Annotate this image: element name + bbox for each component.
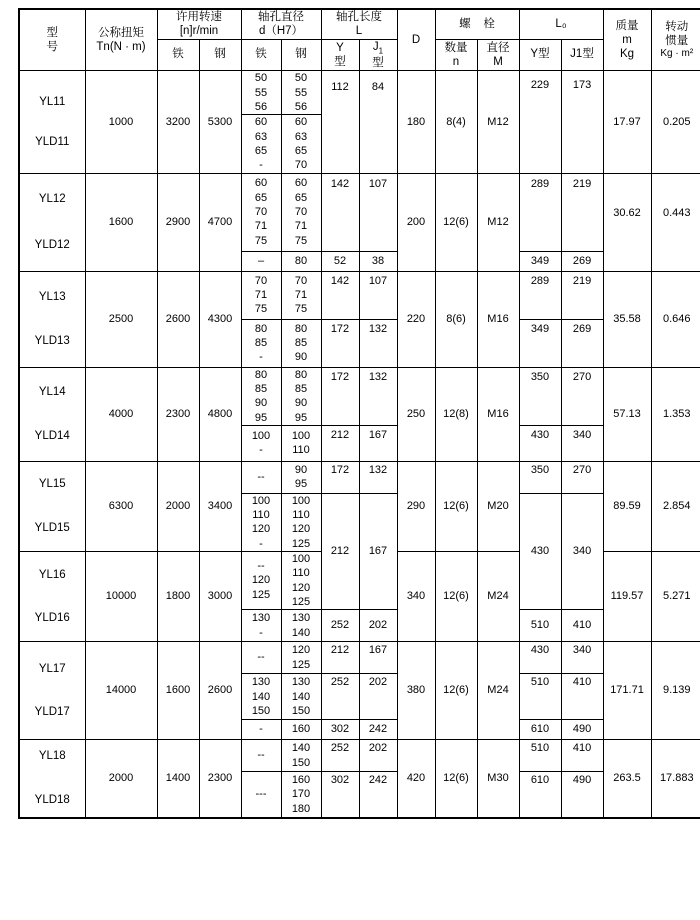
cell-bore-iron: 130 140 150 [241,674,281,720]
cell-l0-y: 350 [519,461,561,493]
cell-l0-j1: 173 [561,71,603,173]
cell-len-y: 142 [321,271,359,319]
table-row [19,271,700,319]
cell-bore-steel: 130 140 [281,610,321,642]
cell-l0-j1: 340 [561,425,603,461]
cell-speed-steel: 2600 [199,642,241,740]
cell-len-j1-shared: 167 [359,493,397,609]
cell-speed-iron: 1400 [157,740,199,818]
cell-bore-steel: 90 95 [281,461,321,493]
cell-bore-steel: 50 55 56 [281,71,321,115]
table-row [19,740,700,772]
header-bolt-count: 数量 n [435,39,477,71]
cell-l0-j1: 410 [561,610,603,642]
header-bolt-dia: 直径 M [477,39,519,71]
cell-bore-iron: 50 55 56 [241,71,281,115]
cell-bolt-m: M24 [477,642,519,740]
header-len-y: Y 型 [321,39,359,71]
cell-len-j1: 132 [359,319,397,367]
cell-bore-iron: -- [241,740,281,772]
cell-d: 340 [397,551,435,641]
cell-l0-y: 510 [519,610,561,642]
cell-mass: 35.58 [603,271,651,367]
cell-bore-steel: 160 170 180 [281,772,321,818]
header-bolt: 螺 栓 [435,9,519,39]
cell-l0-j1: 490 [561,720,603,740]
cell-bolt-m: M24 [477,551,519,641]
cell-speed-steel: 3000 [199,551,241,641]
cell-bore-iron: 100 - [241,425,281,461]
header-bore-length: 轴孔长度 L [321,9,397,39]
cell-l0-y: 610 [519,720,561,740]
cell-l0-j1: 340 [561,642,603,674]
cell-torque: 10000 [85,551,157,641]
cell-d: 250 [397,367,435,461]
cell-inertia: 17.883 [651,740,700,818]
cell-len-y: 212 [321,425,359,461]
cell-len-y: 252 [321,674,359,720]
cell-inertia: 0.205 [651,71,700,173]
cell-model: YL18 YLD18 [19,740,85,818]
cell-l0-j1: 270 [561,461,603,493]
cell-torque: 6300 [85,461,157,551]
cell-bore-iron: 70 71 75 [241,271,281,319]
header-len-j1: $J_1$ 型 [359,39,397,71]
cell-bore-iron: - [241,720,281,740]
cell-bore-steel: 60 65 70 71 75 [281,173,321,251]
cell-mass: 89.59 [603,461,651,551]
cell-len-y: 172 [321,319,359,367]
cell-model: YL16 YLD16 [19,551,85,641]
cell-speed-iron: 2000 [157,461,199,551]
cell-mass: 30.62 [603,173,651,271]
cell-mass: 119.57 [603,551,651,641]
cell-bolt-n: 12(6) [435,173,477,271]
cell-len-y: 212 [321,642,359,674]
cell-len-y: 112 [321,71,359,173]
cell-d: 290 [397,461,435,551]
cell-speed-iron: 3200 [157,71,199,173]
cell-bore-steel: 100 110 120 125 [281,493,321,551]
cell-l0-y: 510 [519,674,561,720]
cell-bore-iron: – [241,251,281,271]
cell-bore-steel: 80 85 90 95 [281,367,321,425]
cell-model: YL17 YLD17 [19,642,85,740]
table-row [19,71,700,115]
cell-speed-steel: 5300 [199,71,241,173]
cell-bore-iron: 80 85 90 95 [241,367,281,425]
cell-bore-iron: -- [241,642,281,674]
header-bore-steel: 钢 [281,39,321,71]
cell-bore-iron: -- 120 125 [241,551,281,609]
coupling-spec-table [18,8,700,819]
cell-bolt-n: 8(4) [435,71,477,173]
cell-l0-j1: 270 [561,367,603,425]
cell-bore-iron: 60 63 65 - [241,115,281,173]
cell-l0-j1: 269 [561,251,603,271]
cell-len-j1: 202 [359,610,397,642]
cell-torque: 1000 [85,71,157,173]
header-l0-j1: J1型 [561,39,603,71]
cell-bore-steel: 160 [281,720,321,740]
cell-len-y: 172 [321,461,359,493]
cell-speed-steel: 4800 [199,367,241,461]
cell-mass: 17.97 [603,71,651,173]
cell-len-j1: 242 [359,720,397,740]
header-bore-iron: 铁 [241,39,281,71]
cell-len-j1: 84 [359,71,397,173]
cell-len-j1: 202 [359,674,397,720]
table-row [19,173,700,251]
cell-speed-iron: 2900 [157,173,199,271]
cell-bore-steel: 120 125 [281,642,321,674]
cell-mass: 171.71 [603,642,651,740]
cell-len-y: 252 [321,610,359,642]
header-speed: 许用转速 [n]r/min [157,9,241,39]
cell-len-y: 142 [321,173,359,251]
header-speed-steel: 钢 [199,39,241,71]
cell-len-j1: 107 [359,271,397,319]
cell-len-j1: 132 [359,461,397,493]
cell-bore-steel: 80 85 90 [281,319,321,367]
cell-l0-j1: 219 [561,173,603,251]
cell-speed-iron: 2600 [157,271,199,367]
cell-inertia: 0.443 [651,173,700,271]
cell-speed-steel: 4700 [199,173,241,271]
table-row [19,461,700,493]
cell-bolt-m: M16 [477,367,519,461]
cell-len-y: 252 [321,740,359,772]
cell-mass: 57.13 [603,367,651,461]
cell-bolt-m: M16 [477,271,519,367]
cell-torque: 2500 [85,271,157,367]
cell-speed-iron: 1600 [157,642,199,740]
cell-bolt-n: 12(8) [435,367,477,461]
header-bore-dia: 轴孔直径 d（H7） [241,9,321,39]
cell-speed-steel: 4300 [199,271,241,367]
cell-bore-steel: 100 110 120 125 [281,551,321,609]
cell-inertia: 5.271 [651,551,700,641]
cell-l0-j1: 490 [561,772,603,818]
cell-bolt-m: M12 [477,71,519,173]
cell-bore-steel: 130 140 150 [281,674,321,720]
cell-len-j1: 38 [359,251,397,271]
cell-model: YL11 YLD11 [19,71,85,173]
cell-model: YL12 YLD12 [19,173,85,271]
cell-len-y: 302 [321,772,359,818]
cell-bore-iron: -- [241,461,281,493]
spec-sheet [0,8,700,920]
cell-l0-y: 430 [519,425,561,461]
cell-model: YL15 YLD15 [19,461,85,551]
cell-bore-iron: 80 85 - [241,319,281,367]
cell-bore-steel: 70 71 75 [281,271,321,319]
cell-l0-j1: 410 [561,740,603,772]
cell-bolt-n: 8(6) [435,271,477,367]
cell-len-j1: 107 [359,173,397,251]
cell-len-j1: 132 [359,367,397,425]
cell-bore-steel: 80 [281,251,321,271]
cell-len-y: 52 [321,251,359,271]
cell-l0-y: 430 [519,642,561,674]
cell-speed-iron: 2300 [157,367,199,461]
cell-inertia: 0.646 [651,271,700,367]
cell-bolt-n: 12(6) [435,740,477,818]
cell-speed-steel: 3400 [199,461,241,551]
cell-bolt-n: 12(6) [435,461,477,551]
cell-bore-steel: 100 110 [281,425,321,461]
header-model: 型 号 [19,9,85,71]
cell-bore-iron: 60 65 70 71 75 [241,173,281,251]
cell-len-y: 302 [321,720,359,740]
cell-len-y-shared: 212 [321,493,359,609]
cell-len-y: 172 [321,367,359,425]
cell-torque: 14000 [85,642,157,740]
table-row [19,367,700,425]
cell-l0-y: 229 [519,71,561,173]
cell-l0-y: 289 [519,173,561,251]
header-mass: 质量 m Kg [603,9,651,71]
cell-d: 220 [397,271,435,367]
header-speed-iron: 铁 [157,39,199,71]
cell-l0-y: 350 [519,367,561,425]
cell-inertia: 1.353 [651,367,700,461]
cell-bolt-n: 12(6) [435,551,477,641]
cell-len-j1: 202 [359,740,397,772]
cell-model: YL14 YLD14 [19,367,85,461]
header-torque: 公称扭矩 Tn(N · m) [85,9,157,71]
cell-torque: 2000 [85,740,157,818]
cell-torque: 4000 [85,367,157,461]
cell-inertia: 2.854 [651,461,700,551]
cell-len-j1: 167 [359,642,397,674]
cell-bore-iron: 130 - [241,610,281,642]
cell-model: YL13 YLD13 [19,271,85,367]
cell-l0-y: 289 [519,271,561,319]
cell-len-j1: 242 [359,772,397,818]
cell-bore-steel: 60 63 65 70 [281,115,321,173]
cell-l0-y-shared: 430 [519,493,561,609]
cell-speed-steel: 2300 [199,740,241,818]
cell-bolt-m: M12 [477,173,519,271]
cell-l0-j1-shared: 340 [561,493,603,609]
cell-bolt-m: M30 [477,740,519,818]
header-l0: L₀ [519,9,603,39]
header-l0-y: Y型 [519,39,561,71]
cell-bore-steel: 140 150 [281,740,321,772]
cell-l0-j1: 269 [561,319,603,367]
cell-l0-j1: 219 [561,271,603,319]
cell-inertia: 9.139 [651,642,700,740]
header-inertia: 转动 惯量 Kg · m² [651,9,700,71]
cell-mass: 263.5 [603,740,651,818]
cell-d: 380 [397,642,435,740]
cell-d: 200 [397,173,435,271]
table-row [19,642,700,674]
cell-bore-iron: --- [241,772,281,818]
cell-d: 420 [397,740,435,818]
cell-bolt-n: 12(6) [435,642,477,740]
cell-bore-iron: 100 110 120 - [241,493,281,551]
cell-l0-y: 510 [519,740,561,772]
cell-l0-y: 349 [519,319,561,367]
cell-bolt-m: M20 [477,461,519,551]
cell-l0-y: 349 [519,251,561,271]
cell-l0-j1: 410 [561,674,603,720]
cell-l0-y: 610 [519,772,561,818]
header-d: D [397,9,435,71]
cell-speed-iron: 1800 [157,551,199,641]
cell-torque: 1600 [85,173,157,271]
cell-len-j1: 167 [359,425,397,461]
cell-d: 180 [397,71,435,173]
